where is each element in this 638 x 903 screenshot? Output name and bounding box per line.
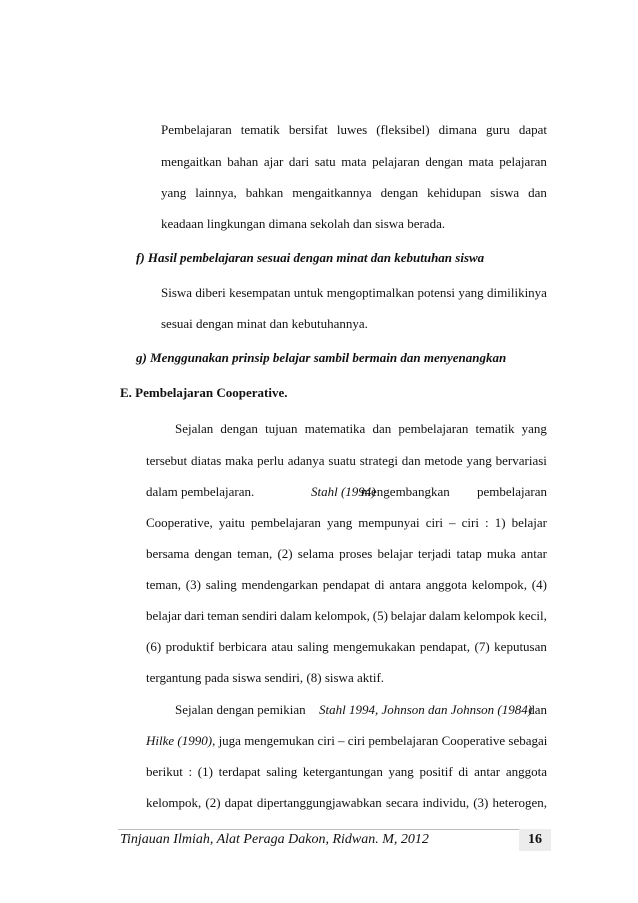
paragraph-line: keadaan lingkungan dimana sekolah dan siswa berada. <box>161 216 446 231</box>
list-item-heading-f: f) Hasil pembelajaran sesuai dengan minat dan kebutuhan siswa <box>136 250 485 265</box>
paragraph-line: tersebut diatas maka perlu adanya suatu strategi dan metode yang bervariasi <box>146 453 547 468</box>
paragraph-line: sesuai dengan minat dan kebutuhannya. <box>161 316 368 331</box>
paragraph-line: Sejalan dengan pemikian Stahl 1994, Johnson dan Johnson (1984) dan <box>175 702 547 717</box>
paragraph-line: yang lainnya, bahkan mengaitkannya dengan kehidupan siswa dan <box>161 185 547 200</box>
footer-citation: Tinjauan Ilmiah, Alat Peraga Dakon, Ridwan. M, 2012 <box>120 832 429 847</box>
paragraph-line: Siswa diberi kesempatan untuk mengoptimalkan potensi yang dimilikinya <box>161 285 547 300</box>
paragraph-line: (6) produktif berbicara atau saling mengemukakan pendapat, (7) keputusan <box>146 639 547 654</box>
paragraph-line: bersama dengan teman, (2) selama proses belajar terjadi tatap muka antar <box>146 546 547 561</box>
paragraph-line: teman, (3) saling mendengarkan pendapat di antara anggota kelompok, (4) <box>146 577 547 592</box>
paragraph-line: Cooperative, yaitu pembelajaran yang mempunyai ciri – ciri : 1) belajar <box>146 515 547 530</box>
paragraph-line: Pembelajaran tematik bersifat luwes (fleksibel) dimana guru dapat <box>161 122 547 137</box>
paragraph-line: Sejalan dengan tujuan matematika dan pembelajaran tematik yang <box>175 421 547 436</box>
page-number: 16 <box>519 829 551 851</box>
paragraph-line: mengaitkan bahan ajar dari satu mata pelajaran dengan mata pelajaran <box>161 154 547 169</box>
section-heading-E: E. Pembelajaran Cooperative. <box>120 385 288 400</box>
footer-divider <box>118 829 550 830</box>
paragraph-line: tergantung pada siswa sendiri, (8) siswa aktif. <box>146 670 385 685</box>
paragraph-line: kelompok, (2) dapat dipertanggungjawabkan secara individu, (3) heterogen, <box>146 795 547 810</box>
document-page: Pembelajaran tematik bersifat luwes (fleksibel) dimana guru dapat mengaitkan bahan ajar dari satu mata pelajaran dengan mata pelajaran yang lainnya, bahkan mengaitkannya dengan kehidupan siswa dan keadaan lingkungan dimana sekolah dan siswa berada. f) Hasil pembelajaran sesuai dengan minat dan kebutuhan siswa Siswa diberi kesempatan untuk mengoptimalkan potensi yang dimilikinya sesuai dengan minat dan kebutuhannya. g) Menggunakan prinsip belajar sambil bermain dan menyenangkan E. Pembelajaran Cooperative. Sejalan dengan tujuan matematika dan pembelajaran tematik yang tersebut diatas maka perlu adanya suatu strategi dan metode yang bervariasi dalam pembelajaran. Stahl (1994) mengembangkan pembelajaran Cooperative, yaitu pembelajaran yang mempunyai ciri – ciri : 1) belajar bersama dengan teman, (2) selama proses belajar terjadi tatap muka antar teman, (3) saling mendengarkan pendapat di antara anggota kelompok, (4) belajar dari teman sendiri dalam kelompok, (5) belajar dalam kelompok kecil, (6) produktif berbicara atau saling mengemukakan pendapat, (7) keputusan tergantung pada siswa sendiri, (8) siswa aktif. Sejalan dengan pemikian Stahl 1994, Johnson dan Johnson (1984) dan Hilke (1990), juga mengemukan ciri – ciri pembelajaran Cooperative sebagai berikut : (1) terdapat saling ketergantungan yang positif di antar anggota kelompok, (2) dapat dipertanggungjawabkan secara individu, (3) heterogen, Tinjauan Ilmiah, Alat Peraga Dakon, Ridwan. M, 2012 16 <box>0 0 638 903</box>
paragraph-line: Hilke (1990), juga mengemukan ciri – ciri pembelajaran Cooperative sebagai <box>146 733 548 748</box>
paragraph-line: belajar dari teman sendiri dalam kelompok, (5) belajar dalam kelompok kecil, <box>146 608 547 623</box>
list-item-heading-g: g) Menggunakan prinsip belajar sambil bermain dan menyenangkan <box>136 350 507 365</box>
paragraph-line: berikut : (1) terdapat saling ketergantungan yang positif di antar anggota <box>146 764 547 779</box>
